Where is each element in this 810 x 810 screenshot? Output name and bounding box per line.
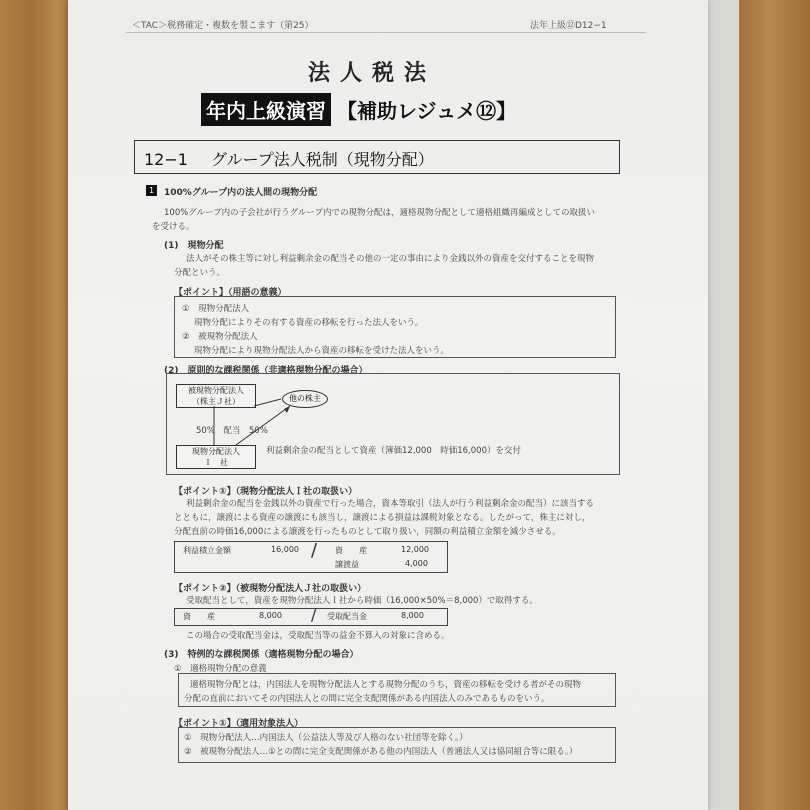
section-1-intro-1: 100%グループ内の子会社が行うグループ内での現物分配は，適格現物分配として適格組織再編成としての取扱い xyxy=(164,208,595,218)
point-b-text-1: 利益剰余金の配当を金銭以外の資産で行った場合，資本等取引（法人が行う利益剰余金の配当）に該当する xyxy=(186,499,595,509)
point-c-note: この場合の受取配当金は，受取配当等の益金不算入の対象に含める。 xyxy=(186,631,450,641)
para-2-title: (2) 原則的な課税関係（非適格現物分配の場合） xyxy=(164,366,368,376)
para-1-text-2: 分配という。 xyxy=(174,268,226,278)
section-number: 12−1 xyxy=(144,150,188,169)
point-d-title: 【ポイント①】（適用対象法人） xyxy=(174,719,304,729)
section-1-intro-2: を受ける。 xyxy=(152,222,195,232)
document-page xyxy=(68,0,708,810)
table-2-c2: 8,000 xyxy=(259,611,282,620)
para-3-text-1: 適格現物分配とは，内国法人を現物分配法人とする現物分配のうち，資産の移転を受ける者がその現物 xyxy=(190,680,582,690)
table-1-r1c4: 12,000 xyxy=(401,545,429,554)
table-1-r1c1: 利益積立金額 xyxy=(183,546,231,555)
table-1-slash: / xyxy=(311,540,318,561)
point-d-item-1: ① 現物分配法人…内国法人（公益法人等及び人格のない社団等を除く。） xyxy=(184,733,468,743)
para-3-text-2: 分配の直前においてその内国法人との間に完全支配関係がある内国法人のみであるものをいう。 xyxy=(184,694,550,704)
journal-table-2 xyxy=(174,605,448,626)
point-a-title: 【ポイント】（用語の意義） xyxy=(174,288,287,298)
table-2-c3: 受取配当金 xyxy=(327,612,367,621)
diagram-line-dash xyxy=(254,399,281,406)
point-a-item-1: ① 現物分配法人 xyxy=(182,304,250,314)
section-1-title: 100%グループ内の法人間の現物分配 xyxy=(164,188,318,198)
section-1-number: 1 xyxy=(146,185,157,196)
para-1-text-1: 法人がその株主等に対し利益剰余金の配当その他の一定の事由により金銭以外の資産を交付することを現物 xyxy=(186,254,595,264)
title-highlight: 年内上級演習 xyxy=(201,93,331,126)
table-1-r2c4: 4,000 xyxy=(405,559,428,568)
diagram-arrowhead xyxy=(284,406,290,413)
diagram-percent: 50% 配当 50% xyxy=(196,426,268,436)
title-rest: 【補助レジュメ⑫】 xyxy=(337,99,517,123)
diagram-parent-label-2: （株主Ｊ社） xyxy=(192,397,240,406)
table-2-c4: 8,000 xyxy=(401,611,424,620)
diagram-child-label-1: 現物分配法人 xyxy=(192,447,240,456)
table-2-slash: / xyxy=(311,605,317,624)
point-b-title: 【ポイント①】（現物分配法人Ｉ社の取扱い） xyxy=(174,487,358,497)
point-d-item-2: ② 被現物分配法人…①との間に完全支配関係がある他の内国法人（普通法人又は協同組合等に限る。） xyxy=(184,747,578,757)
point-b-text-3: 分配直前の時価16,000による譲渡を行ったものとして取り扱い，同額の利益積立金額を減少させる。 xyxy=(174,527,561,537)
document-title xyxy=(201,93,516,126)
diagram-note: 利益剰余金の配当として資産（簿価12,000 時価16,000）を交付 xyxy=(266,446,521,456)
header-left: ＜TAC＞税務確定・複数を製こます（第25） xyxy=(132,21,314,31)
para-3-title: (3) 特例的な課税関係（適格現物分配の場合） xyxy=(164,650,359,660)
section-heading xyxy=(144,147,452,170)
table-1-r2c3: 譲渡益 xyxy=(335,560,359,569)
section-title: グループ法人税制（現物分配） xyxy=(211,150,434,169)
subject-title: 法人税法 xyxy=(308,61,437,86)
para-1-title: (1) 現物分配 xyxy=(164,241,224,251)
point-a-item-2: ② 被現物分配法人 xyxy=(182,332,258,342)
table-2-c1: 資 産 xyxy=(183,612,215,621)
diagram-child-box xyxy=(176,445,256,469)
diagram-child-label-2: Ｉ 社 xyxy=(204,458,228,467)
para-3-sub: ① 適格現物分配の意義 xyxy=(174,664,267,674)
point-c-text: 受取配当として，資産を現物分配法人Ｉ社から時価（16,000×50%＝8,000）で取得する。 xyxy=(186,596,538,606)
header-right: 法年上級⑫D12−1 xyxy=(530,21,607,31)
point-b-text-2: とともに，譲渡による資産の譲渡にも該当し，譲渡による損益は課税対象となる。したがって，株主に対し， xyxy=(174,513,591,523)
table-1-r1c3: 資 産 xyxy=(335,546,367,555)
table-1-r1c2: 16,000 xyxy=(271,545,299,554)
diagram-other-shareholder: 他の株主 xyxy=(282,390,328,408)
point-a-item-1-text: 現物分配によりその有する資産の移転を行った法人をいう。 xyxy=(194,318,424,328)
point-a-item-2-text: 現物分配により現物分配法人から資産の移転を受けた法人をいう。 xyxy=(194,346,450,356)
diagram-parent-label-1: 被現物分配法人 xyxy=(188,386,244,395)
journal-table-1 xyxy=(174,541,448,573)
point-c-title: 【ポイント②】（被現物分配法人Ｊ社の取扱い） xyxy=(174,584,367,594)
header-rule xyxy=(126,32,646,33)
